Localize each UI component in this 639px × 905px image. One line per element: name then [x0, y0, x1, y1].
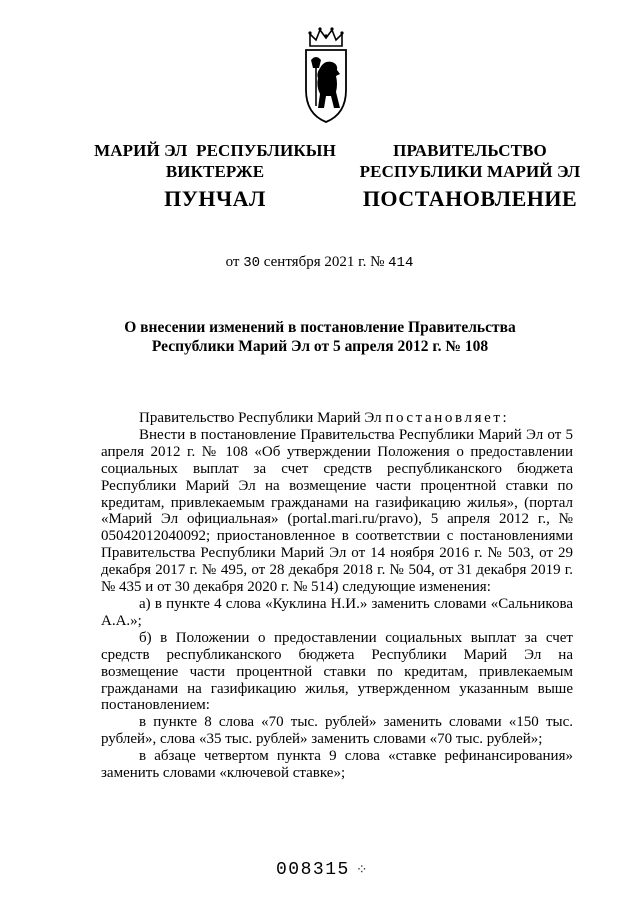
serial-mark: ⁘ — [355, 863, 370, 879]
coat-of-arms-icon — [302, 24, 350, 124]
header-russian — [350, 140, 590, 212]
body-paragraph-3: б) в Положении о предоставлении социальных выплат за счет средств республиканского бюджета Республики Марий Эл на возмещение части процентной ставки по кредитам, привлекаемым гражданами на газификацию жилья, утвержденном указанным выше постановлением: — [101, 629, 573, 714]
title-line1: О внесении изменений в постановление Правительства — [124, 319, 516, 336]
date-month-year: сентября 2021 г. № — [263, 254, 385, 270]
body-paragraph-5: в абзаце четвертом пункта 9 слова «ставке рефинансирования» заменить словами «ключевой ставке»; — [101, 748, 573, 782]
document-number: 414 — [388, 255, 414, 271]
body-paragraph-4: в пункте 8 слова «70 тыс. рублей» заменить словами «150 тыс. рублей», слова «35 тыс. рублей» заменить словами «70 тыс. рублей»; — [101, 714, 573, 748]
header-mari-line2: ВИКТЕРЖЕ — [165, 162, 265, 181]
header-russian-line2: РЕСПУБЛИКИ МАРИЙ ЭЛ — [359, 162, 581, 181]
preamble-text: Правительство Республики Марий Эл — [139, 410, 386, 426]
body-paragraph-2: а) в пункте 4 слова «Куклина Н.И.» заменить словами «Сальникова А.А.»; — [101, 595, 573, 629]
header-russian-line1: ПРАВИТЕЛЬСТВО — [393, 141, 547, 160]
serial-value: 008315 — [276, 860, 350, 880]
document-date — [0, 253, 639, 272]
preamble-decree-word: постановляет: — [385, 410, 510, 426]
header-mari-doc-type: ПУНЧАЛ — [164, 186, 266, 211]
header-mari — [90, 140, 340, 212]
date-prefix: от — [225, 254, 240, 270]
document-body — [101, 410, 573, 782]
document-title — [110, 318, 530, 356]
serial-number — [276, 860, 369, 880]
title-line2: Республики Марий Эл от 5 апреля 2012 г. № 108 — [151, 338, 489, 355]
header-russian-doc-type: ПОСТАНОВЛЕНИЕ — [362, 186, 578, 211]
date-day: 30 — [243, 255, 261, 271]
body-paragraph-1: Внести в постановление Правительства Республики Марий Эл от 5 апреля 2012 г. № 108 «Об утверждении Положения о предоставлении социальных выплат за счет средств республиканского бюджета Республики Марий Эл на возмещение части процентной ставки по кредитам, привлекаемым гражданами на газификацию жилья», (портал «Марий Эл официальная» (portal.mari.ru/pravo), 5 апреля 2012 г., № 05042012040092; приостановленное в соответствии с постановлениями Правительства Республики Марий Эл от 14 ноября 2016 г. № 503, от 29 декабря 2017 г. № 495, от 28 декабря 2018 г. № 504, от 31 декабря 2019 г. № 435 и от 30 декабря 2020 г. № 514) следующие изменения: — [101, 426, 573, 596]
header-mari-line1: МАРИЙ ЭЛ РЕСПУБЛИКЫН — [94, 141, 336, 160]
body-preamble — [101, 410, 573, 427]
